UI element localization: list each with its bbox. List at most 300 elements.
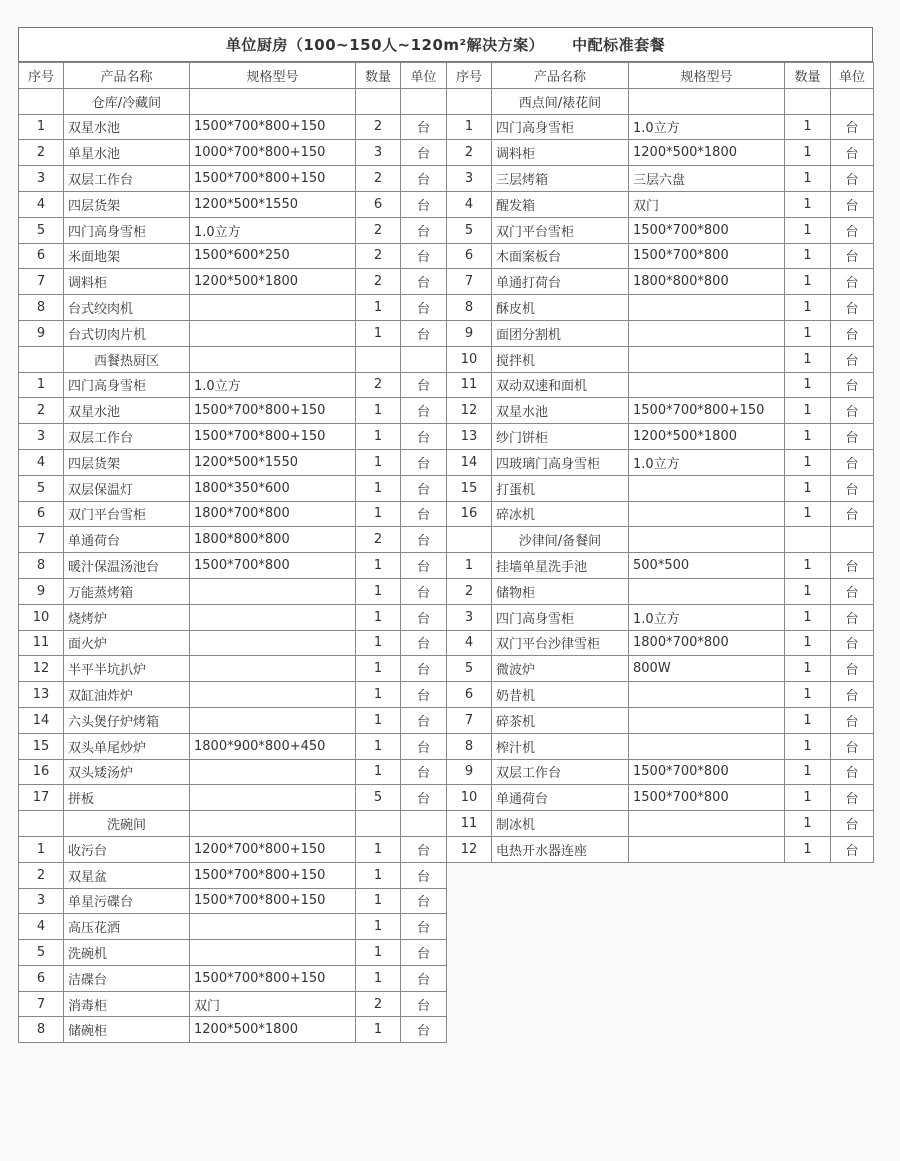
cell-no: 3 bbox=[447, 604, 492, 630]
cell-qty: 1 bbox=[356, 398, 401, 424]
table-row bbox=[19, 656, 447, 682]
cell-no: 8 bbox=[19, 1017, 64, 1043]
cell-unit: 台 bbox=[401, 217, 447, 243]
cell-name: 六头煲仔炉烤箱 bbox=[64, 707, 190, 733]
cell-unit: 台 bbox=[401, 862, 447, 888]
cell-no: 11 bbox=[19, 630, 64, 656]
cell-name: 高压花洒 bbox=[64, 914, 190, 940]
section-title: 西点间/裱花间 bbox=[492, 88, 629, 114]
cell-no: 3 bbox=[447, 166, 492, 192]
cell-unit: 台 bbox=[401, 991, 447, 1017]
section-row bbox=[19, 811, 447, 837]
table-row bbox=[19, 682, 447, 708]
cell-unit: 台 bbox=[831, 553, 874, 579]
cell-qty: 1 bbox=[785, 785, 831, 811]
table-row bbox=[447, 707, 874, 733]
cell-qty: 1 bbox=[785, 114, 831, 140]
cell-spec: 1800*700*800 bbox=[190, 501, 356, 527]
cell-spec bbox=[190, 785, 356, 811]
cell-spec bbox=[629, 295, 785, 321]
cell-spec: 1000*700*800+150 bbox=[190, 140, 356, 166]
cell-qty: 1 bbox=[356, 475, 401, 501]
section-blank bbox=[190, 88, 356, 114]
cell-no: 7 bbox=[19, 991, 64, 1017]
cell-name: 四层货架 bbox=[64, 449, 190, 475]
cell-qty: 2 bbox=[356, 527, 401, 553]
cell-name: 双头单尾炒炉 bbox=[64, 733, 190, 759]
cell-spec: 1200*500*1800 bbox=[629, 424, 785, 450]
table-row bbox=[447, 320, 874, 346]
cell-no: 4 bbox=[447, 191, 492, 217]
cell-no: 11 bbox=[447, 811, 492, 837]
cell-name: 消毒柜 bbox=[64, 991, 190, 1017]
cell-qty: 1 bbox=[785, 733, 831, 759]
cell-qty: 1 bbox=[356, 295, 401, 321]
cell-qty: 6 bbox=[356, 191, 401, 217]
cell-no: 13 bbox=[19, 682, 64, 708]
cell-spec: 1500*700*800+150 bbox=[190, 965, 356, 991]
cell-name: 醒发箱 bbox=[492, 191, 629, 217]
cell-qty: 1 bbox=[356, 630, 401, 656]
cell-no: 13 bbox=[447, 424, 492, 450]
cell-unit: 台 bbox=[401, 630, 447, 656]
cell-no: 6 bbox=[19, 243, 64, 269]
cell-name: 面火炉 bbox=[64, 630, 190, 656]
cell-spec bbox=[190, 630, 356, 656]
cell-spec: 1.0立方 bbox=[629, 449, 785, 475]
table-header-row bbox=[447, 63, 874, 89]
cell-no: 9 bbox=[447, 759, 492, 785]
table-row bbox=[447, 243, 874, 269]
table-row bbox=[447, 398, 874, 424]
cell-name: 单通打荷台 bbox=[492, 269, 629, 295]
cell-qty: 1 bbox=[785, 140, 831, 166]
table-row bbox=[447, 733, 874, 759]
cell-spec: 1800*900*800+450 bbox=[190, 733, 356, 759]
cell-name: 打蛋机 bbox=[492, 475, 629, 501]
cell-name: 双星水池 bbox=[64, 398, 190, 424]
cell-spec: 1500*700*800+150 bbox=[190, 114, 356, 140]
cell-spec: 500*500 bbox=[629, 553, 785, 579]
cell-name: 烧烤炉 bbox=[64, 604, 190, 630]
cell-no: 2 bbox=[19, 862, 64, 888]
cell-unit: 台 bbox=[401, 295, 447, 321]
cell-spec: 1.0立方 bbox=[190, 217, 356, 243]
cell-spec bbox=[629, 836, 785, 862]
cell-qty: 1 bbox=[785, 217, 831, 243]
cell-unit: 台 bbox=[831, 836, 874, 862]
table-row bbox=[19, 785, 447, 811]
cell-qty: 3 bbox=[356, 140, 401, 166]
table-row bbox=[19, 578, 447, 604]
cell-spec: 1500*700*800 bbox=[629, 759, 785, 785]
cell-no: 1 bbox=[19, 836, 64, 862]
cell-unit: 台 bbox=[401, 553, 447, 579]
cell-no: 1 bbox=[447, 553, 492, 579]
cell-qty: 1 bbox=[785, 320, 831, 346]
cell-unit: 台 bbox=[831, 759, 874, 785]
right-table-body bbox=[447, 63, 874, 863]
cell-qty: 1 bbox=[356, 914, 401, 940]
header-unit: 单位 bbox=[401, 63, 447, 89]
section-row bbox=[19, 88, 447, 114]
cell-spec: 1200*500*1800 bbox=[190, 269, 356, 295]
cell-name: 四玻璃门高身雪柜 bbox=[492, 449, 629, 475]
table-row bbox=[19, 114, 447, 140]
cell-qty: 1 bbox=[356, 424, 401, 450]
cell-no: 17 bbox=[19, 785, 64, 811]
cell-unit: 台 bbox=[401, 269, 447, 295]
cell-no: 4 bbox=[447, 630, 492, 656]
cell-unit: 台 bbox=[401, 888, 447, 914]
cell-no: 7 bbox=[447, 707, 492, 733]
cell-unit: 台 bbox=[401, 836, 447, 862]
section-blank bbox=[785, 527, 831, 553]
cell-unit: 台 bbox=[401, 424, 447, 450]
cell-spec: 1800*800*800 bbox=[190, 527, 356, 553]
cell-name: 洁碟台 bbox=[64, 965, 190, 991]
header-unit: 单位 bbox=[831, 63, 874, 89]
table-row bbox=[19, 424, 447, 450]
cell-name: 电热开水器连座 bbox=[492, 836, 629, 862]
cell-no: 6 bbox=[447, 243, 492, 269]
cell-spec: 1800*700*800 bbox=[629, 630, 785, 656]
cell-name: 双缸油炸炉 bbox=[64, 682, 190, 708]
table-row bbox=[19, 243, 447, 269]
cell-unit: 台 bbox=[401, 785, 447, 811]
section-title: 洗碗间 bbox=[64, 811, 190, 837]
section-blank bbox=[831, 527, 874, 553]
cell-name: 双层工作台 bbox=[64, 424, 190, 450]
cell-spec: 1500*700*800+150 bbox=[190, 862, 356, 888]
cell-no: 16 bbox=[447, 501, 492, 527]
cell-name: 碎茶机 bbox=[492, 707, 629, 733]
cell-unit: 台 bbox=[401, 527, 447, 553]
cell-unit: 台 bbox=[401, 578, 447, 604]
cell-no: 2 bbox=[447, 140, 492, 166]
cell-name: 三层烤箱 bbox=[492, 166, 629, 192]
cell-name: 微波炉 bbox=[492, 656, 629, 682]
table-row bbox=[19, 191, 447, 217]
cell-name: 储碗柜 bbox=[64, 1017, 190, 1043]
cell-qty: 1 bbox=[356, 578, 401, 604]
cell-qty: 1 bbox=[785, 630, 831, 656]
cell-unit: 台 bbox=[831, 269, 874, 295]
cell-qty: 1 bbox=[785, 656, 831, 682]
cell-unit: 台 bbox=[831, 733, 874, 759]
table-row bbox=[447, 759, 874, 785]
cell-unit: 台 bbox=[831, 217, 874, 243]
cell-unit: 台 bbox=[831, 449, 874, 475]
cell-unit: 台 bbox=[401, 114, 447, 140]
table-row bbox=[447, 656, 874, 682]
cell-spec: 三层六盘 bbox=[629, 166, 785, 192]
cell-name: 碎冰机 bbox=[492, 501, 629, 527]
cell-spec: 双门 bbox=[190, 991, 356, 1017]
table-row bbox=[19, 553, 447, 579]
table-row bbox=[447, 578, 874, 604]
cell-no: 7 bbox=[19, 269, 64, 295]
cell-spec bbox=[629, 682, 785, 708]
cell-qty: 1 bbox=[785, 398, 831, 424]
cell-no: 4 bbox=[19, 449, 64, 475]
section-blank bbox=[19, 88, 64, 114]
table-row bbox=[19, 836, 447, 862]
section-row bbox=[447, 88, 874, 114]
cell-spec bbox=[629, 733, 785, 759]
section-blank bbox=[447, 88, 492, 114]
cell-qty: 1 bbox=[356, 862, 401, 888]
section-blank bbox=[785, 88, 831, 114]
table-row bbox=[447, 217, 874, 243]
section-blank bbox=[629, 527, 785, 553]
cell-qty: 1 bbox=[785, 449, 831, 475]
cell-no: 1 bbox=[447, 114, 492, 140]
cell-no: 3 bbox=[19, 888, 64, 914]
section-blank bbox=[190, 346, 356, 372]
cell-unit: 台 bbox=[831, 578, 874, 604]
cell-qty: 1 bbox=[356, 707, 401, 733]
section-blank bbox=[19, 811, 64, 837]
table-row bbox=[19, 527, 447, 553]
cell-no: 9 bbox=[19, 320, 64, 346]
cell-qty: 1 bbox=[356, 682, 401, 708]
cell-name: 台式绞肉机 bbox=[64, 295, 190, 321]
cell-no: 10 bbox=[447, 346, 492, 372]
cell-no: 8 bbox=[19, 553, 64, 579]
section-blank bbox=[356, 811, 401, 837]
cell-no: 5 bbox=[19, 940, 64, 966]
table-row bbox=[19, 398, 447, 424]
cell-spec: 1200*500*1550 bbox=[190, 191, 356, 217]
cell-spec: 1500*700*800+150 bbox=[629, 398, 785, 424]
cell-unit: 台 bbox=[831, 604, 874, 630]
table-row bbox=[19, 604, 447, 630]
cell-qty: 1 bbox=[785, 836, 831, 862]
section-blank bbox=[356, 346, 401, 372]
section-blank bbox=[401, 346, 447, 372]
cell-qty: 1 bbox=[356, 320, 401, 346]
page-title bbox=[18, 27, 873, 62]
cell-qty: 2 bbox=[356, 217, 401, 243]
title-sub: 中配标准套餐 bbox=[572, 36, 666, 54]
table-row bbox=[19, 269, 447, 295]
cell-unit: 台 bbox=[831, 707, 874, 733]
cell-no: 4 bbox=[19, 914, 64, 940]
cell-no: 7 bbox=[447, 269, 492, 295]
cell-qty: 1 bbox=[356, 501, 401, 527]
cell-qty: 1 bbox=[785, 166, 831, 192]
cell-no: 14 bbox=[19, 707, 64, 733]
table-row bbox=[19, 965, 447, 991]
table-row bbox=[447, 553, 874, 579]
cell-name: 调料柜 bbox=[492, 140, 629, 166]
table-row bbox=[447, 682, 874, 708]
table-row bbox=[19, 707, 447, 733]
table-row bbox=[447, 166, 874, 192]
header-name: 产品名称 bbox=[64, 63, 190, 89]
cell-qty: 2 bbox=[356, 243, 401, 269]
cell-name: 酥皮机 bbox=[492, 295, 629, 321]
cell-spec: 双门 bbox=[629, 191, 785, 217]
cell-no: 10 bbox=[19, 604, 64, 630]
table-row bbox=[447, 475, 874, 501]
title-main: 单位厨房（100~150人~120m²解决方案） bbox=[225, 36, 545, 54]
cell-no: 6 bbox=[19, 965, 64, 991]
cell-no: 1 bbox=[19, 114, 64, 140]
cell-unit: 台 bbox=[831, 475, 874, 501]
cell-qty: 1 bbox=[356, 888, 401, 914]
cell-name: 纱门饼柜 bbox=[492, 424, 629, 450]
cell-name: 单通荷台 bbox=[492, 785, 629, 811]
cell-no: 7 bbox=[19, 527, 64, 553]
cell-spec: 800W bbox=[629, 656, 785, 682]
cell-no: 12 bbox=[447, 398, 492, 424]
cell-qty: 2 bbox=[356, 166, 401, 192]
section-row bbox=[19, 346, 447, 372]
cell-spec bbox=[629, 475, 785, 501]
table-row bbox=[447, 191, 874, 217]
cell-spec bbox=[629, 501, 785, 527]
cell-name: 双星盆 bbox=[64, 862, 190, 888]
table-row bbox=[19, 862, 447, 888]
cell-qty: 1 bbox=[785, 759, 831, 785]
cell-name: 榨汁机 bbox=[492, 733, 629, 759]
cell-name: 拼板 bbox=[64, 785, 190, 811]
cell-qty: 1 bbox=[785, 295, 831, 321]
cell-qty: 1 bbox=[356, 604, 401, 630]
cell-name: 奶昔机 bbox=[492, 682, 629, 708]
cell-qty: 1 bbox=[785, 811, 831, 837]
cell-no: 10 bbox=[447, 785, 492, 811]
table-row bbox=[19, 372, 447, 398]
cell-unit: 台 bbox=[831, 372, 874, 398]
cell-spec: 1200*700*800+150 bbox=[190, 836, 356, 862]
table-row bbox=[447, 424, 874, 450]
table-row bbox=[447, 630, 874, 656]
cell-name: 储物柜 bbox=[492, 578, 629, 604]
section-blank bbox=[447, 527, 492, 553]
cell-spec: 1500*700*800+150 bbox=[190, 398, 356, 424]
table-row bbox=[447, 295, 874, 321]
table-row bbox=[19, 733, 447, 759]
cell-spec: 1500*600*250 bbox=[190, 243, 356, 269]
cell-unit: 台 bbox=[831, 346, 874, 372]
table-row bbox=[447, 449, 874, 475]
cell-qty: 1 bbox=[356, 449, 401, 475]
cell-name: 双层保温灯 bbox=[64, 475, 190, 501]
cell-unit: 台 bbox=[831, 811, 874, 837]
cell-qty: 1 bbox=[356, 940, 401, 966]
cell-spec: 1800*800*800 bbox=[629, 269, 785, 295]
cell-unit: 台 bbox=[831, 501, 874, 527]
cell-spec bbox=[190, 759, 356, 785]
cell-spec: 1.0立方 bbox=[629, 604, 785, 630]
cell-qty: 1 bbox=[785, 553, 831, 579]
cell-no: 6 bbox=[447, 682, 492, 708]
cell-unit: 台 bbox=[401, 940, 447, 966]
cell-no: 5 bbox=[19, 475, 64, 501]
cell-unit: 台 bbox=[401, 965, 447, 991]
cell-unit: 台 bbox=[831, 243, 874, 269]
header-qty: 数量 bbox=[785, 63, 831, 89]
cell-unit: 台 bbox=[401, 372, 447, 398]
cell-no: 8 bbox=[447, 295, 492, 321]
cell-no: 2 bbox=[447, 578, 492, 604]
cell-name: 米面地架 bbox=[64, 243, 190, 269]
section-title: 仓库/冷藏间 bbox=[64, 88, 190, 114]
cell-unit: 台 bbox=[831, 140, 874, 166]
cell-spec bbox=[629, 578, 785, 604]
cell-name: 双门平台沙律雪柜 bbox=[492, 630, 629, 656]
cell-spec bbox=[190, 914, 356, 940]
cell-name: 双层工作台 bbox=[492, 759, 629, 785]
section-row bbox=[447, 527, 874, 553]
cell-spec: 1200*500*1800 bbox=[629, 140, 785, 166]
cell-spec: 1500*700*800+150 bbox=[190, 166, 356, 192]
section-blank bbox=[629, 88, 785, 114]
cell-qty: 1 bbox=[785, 269, 831, 295]
header-no: 序号 bbox=[447, 63, 492, 89]
cell-unit: 台 bbox=[401, 914, 447, 940]
cell-name: 双星水池 bbox=[492, 398, 629, 424]
cell-qty: 2 bbox=[356, 269, 401, 295]
cell-spec bbox=[190, 295, 356, 321]
table-row bbox=[19, 475, 447, 501]
cell-unit: 台 bbox=[401, 759, 447, 785]
cell-qty: 1 bbox=[356, 553, 401, 579]
cell-name: 单星水池 bbox=[64, 140, 190, 166]
cell-name: 单星污碟台 bbox=[64, 888, 190, 914]
table-row bbox=[19, 140, 447, 166]
cell-unit: 台 bbox=[831, 295, 874, 321]
table-row bbox=[447, 501, 874, 527]
table-row bbox=[19, 940, 447, 966]
cell-name: 挂墙单星洗手池 bbox=[492, 553, 629, 579]
header-spec: 规格型号 bbox=[190, 63, 356, 89]
cell-name: 双门平台雪柜 bbox=[492, 217, 629, 243]
cell-name: 制冰机 bbox=[492, 811, 629, 837]
table-row bbox=[19, 166, 447, 192]
section-blank bbox=[356, 88, 401, 114]
cell-spec bbox=[629, 346, 785, 372]
cell-no: 12 bbox=[447, 836, 492, 862]
cell-qty: 1 bbox=[785, 604, 831, 630]
table-row bbox=[19, 320, 447, 346]
cell-name: 台式切肉片机 bbox=[64, 320, 190, 346]
cell-no: 5 bbox=[447, 217, 492, 243]
cell-qty: 1 bbox=[356, 656, 401, 682]
cell-no: 8 bbox=[19, 295, 64, 321]
cell-name: 双动双速和面机 bbox=[492, 372, 629, 398]
cell-qty: 1 bbox=[356, 733, 401, 759]
table-row bbox=[447, 604, 874, 630]
section-blank bbox=[401, 811, 447, 837]
table-row bbox=[447, 346, 874, 372]
cell-qty: 2 bbox=[356, 114, 401, 140]
cell-name: 四门高身雪柜 bbox=[492, 604, 629, 630]
cell-unit: 台 bbox=[401, 656, 447, 682]
cell-spec: 1500*700*800 bbox=[629, 243, 785, 269]
cell-qty: 1 bbox=[785, 346, 831, 372]
table-row bbox=[447, 140, 874, 166]
cell-no: 3 bbox=[19, 166, 64, 192]
cell-name: 四门高身雪柜 bbox=[64, 217, 190, 243]
cell-qty: 1 bbox=[785, 501, 831, 527]
cell-name: 搅拌机 bbox=[492, 346, 629, 372]
cell-unit: 台 bbox=[401, 449, 447, 475]
cell-no: 14 bbox=[447, 449, 492, 475]
